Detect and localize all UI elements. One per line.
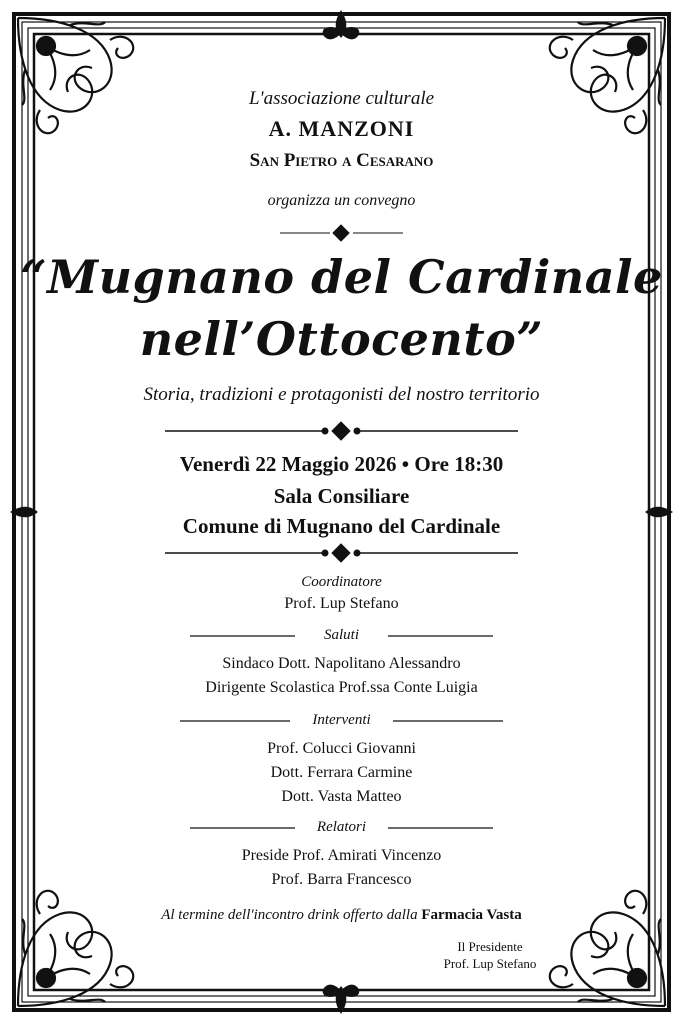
event-date-time: Venerdì 22 Maggio 2026 • Ore 18:30: [179, 452, 504, 476]
sponsor-name: Farmacia Vasta: [421, 907, 522, 923]
intervention-item: Dott. Ferrara Carmine: [270, 764, 413, 781]
title-line-2: nell’Ottocento”: [139, 312, 544, 366]
intervention-item: Prof. Colucci Giovanni: [267, 740, 416, 757]
coordinator-name: Prof. Lup Stefano: [284, 595, 399, 612]
signature-block: [400, 938, 580, 972]
speaker-item: Preside Prof. Amirati Vincenzo: [241, 847, 442, 864]
greeting-item: Dirigente Scolastica Prof.ssa Conte Luigia: [205, 679, 478, 696]
separator-ornament-2: [165, 422, 518, 440]
greeting-item: Sindaco Dott. Napolitano Alessandro: [222, 655, 461, 672]
association-line: L'associazione culturale: [248, 88, 435, 109]
event-place: Comune di Mugnano del Cardinale: [182, 514, 501, 538]
speakers-heading: Relatori: [316, 819, 367, 835]
signature-role: Il Presidente: [457, 939, 523, 954]
greetings-heading: Saluti: [323, 627, 359, 643]
signature-name: Prof. Lup Stefano: [443, 956, 537, 971]
event-venue: Sala Consiliare: [273, 484, 410, 508]
title-line-1: “Mugnano del Cardinale: [20, 250, 663, 304]
speaker-item: Prof. Barra Francesco: [271, 871, 412, 888]
association-name: A. MANZONI: [268, 116, 415, 141]
coordinator-heading: Coordinatore: [301, 574, 382, 590]
subtitle: Storia, tradizioni e protagonisti del nostro territorio: [143, 384, 540, 405]
separator-ornament-1: [280, 225, 403, 241]
intervention-item: Dott. Vasta Matteo: [281, 788, 402, 805]
closing-note: [0, 907, 683, 924]
organizes-text: organizza un convegno: [267, 192, 416, 209]
drink-text: Al termine dell'incontro drink offerto dalla: [161, 907, 418, 923]
separator-ornament-3: [165, 544, 518, 562]
interventions-heading: Interventi: [312, 712, 371, 728]
association-location: San Pietro a Cesarano: [249, 150, 434, 171]
